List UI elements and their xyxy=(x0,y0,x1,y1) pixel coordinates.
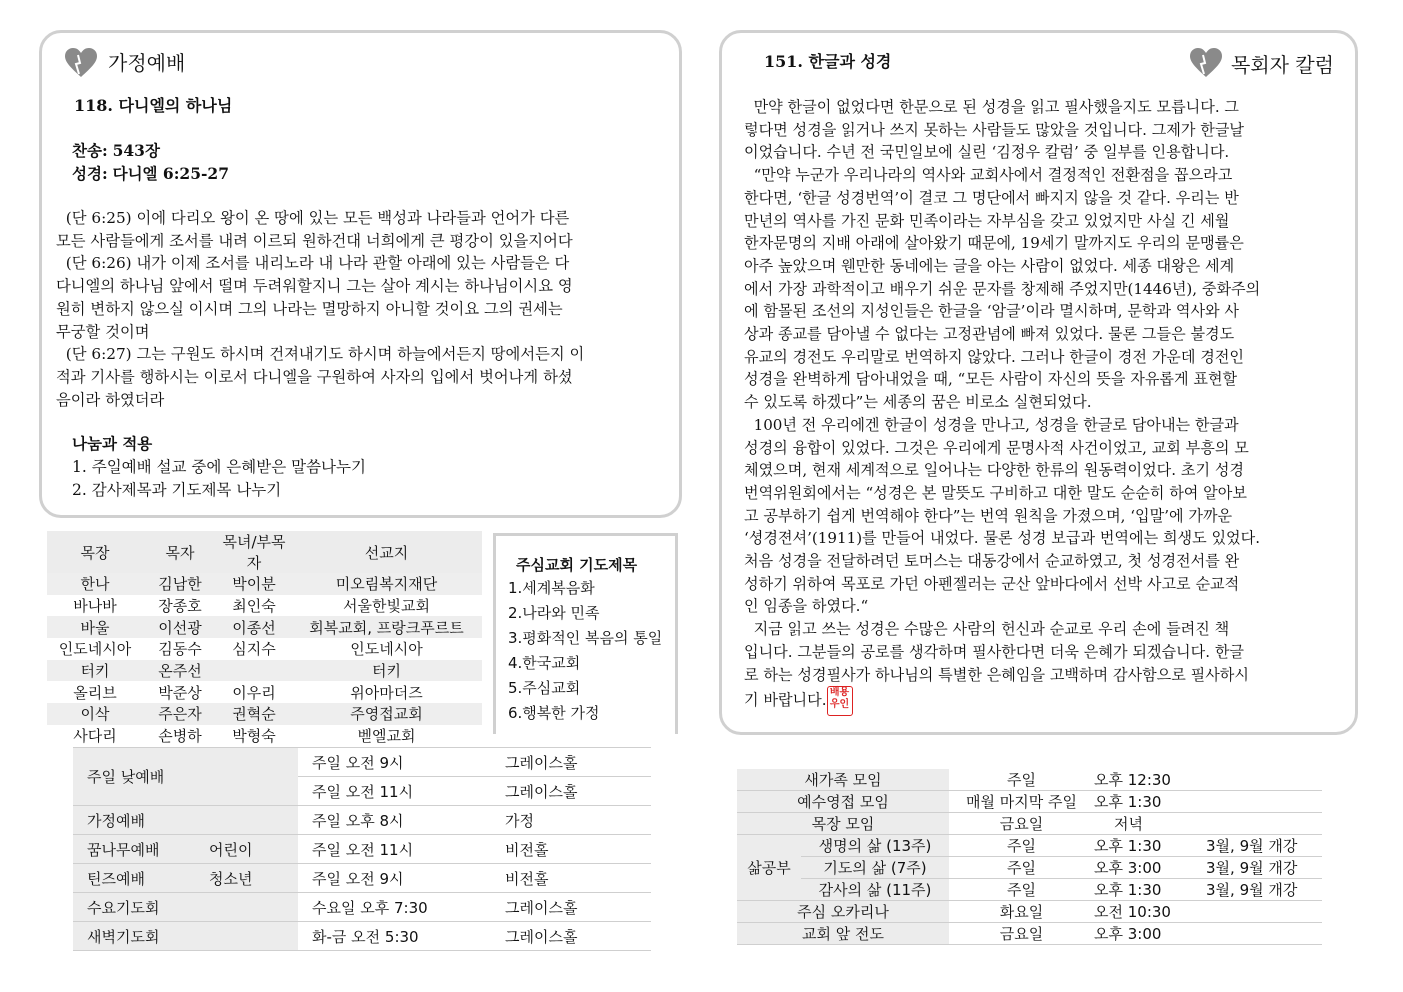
table-cell: 회복교회, 프랑크푸르트 xyxy=(291,616,482,638)
column-line: 체였으며, 현재 세계적으로 일어나는 다양한 한류의 원동력이었다. 초기 성경 xyxy=(744,461,1244,480)
table-cell: 그레이스홀 xyxy=(491,748,651,777)
table-row xyxy=(47,573,482,595)
verse-line: 무궁할 것이며 xyxy=(56,322,150,341)
mokjang-table xyxy=(47,531,482,747)
column-title: 151. 한글과 성경 xyxy=(764,52,892,71)
table-cell: 새벽기도회 xyxy=(73,922,298,951)
table-cell: 온주선 xyxy=(143,660,217,682)
hymn-label: 찬송: xyxy=(72,141,108,160)
table-row xyxy=(73,864,651,893)
column-line: 수 있도록 하겠다”는 세종의 꿈은 비로소 실현되었다. xyxy=(744,393,1092,412)
column-body xyxy=(744,96,1339,716)
table-cell: 주일 낮예배 xyxy=(73,748,298,806)
table-row xyxy=(737,835,1322,857)
table-cell: 이종선 xyxy=(217,616,291,638)
column-line: 지금 읽고 쓰는 성경은 수많은 사람의 헌신과 순교로 우리 손에 들려진 책 xyxy=(744,620,1230,639)
column-line: 처음 성경을 전달하려던 토머스는 대동강에서 순교하였고, 첫 성경전서를 완 xyxy=(744,552,1240,571)
prayer-item: 1.세계복음화 xyxy=(508,579,595,597)
heart-icon xyxy=(64,47,98,79)
scripture-label: 성경: xyxy=(72,164,108,183)
pastor-column-box xyxy=(719,30,1358,735)
table-cell: 주일 xyxy=(949,857,1094,879)
table-cell: 삶공부 xyxy=(737,835,801,901)
column-last-line xyxy=(744,686,1339,716)
table-cell: 목장 모임 xyxy=(737,813,949,835)
column-line: 아주 높았으며 웬만한 동네에는 글을 아는 사람이 없었다. 세종 대왕은 세계 xyxy=(744,256,1235,275)
column-line: 렇다면 성경을 읽거나 쓰지 못하는 사람들도 많았을 것입니다. 그제가 한글날 xyxy=(744,120,1244,139)
table-cell: 어린이 xyxy=(195,835,298,864)
table-cell xyxy=(1206,769,1322,791)
column-line: 유교의 경전도 우리말로 번역하지 않았다. 그러나 한글이 경전 가운데 경전인 xyxy=(744,347,1244,366)
column-line: “만약 누군가 우리나라의 역사와 교회사에서 결정적인 전환점을 꼽으라고 xyxy=(744,166,1233,185)
header-cell: 선교지 xyxy=(291,531,482,573)
table-row xyxy=(47,616,482,638)
table-cell: 권혁순 xyxy=(217,703,291,725)
table-cell: 주일 오전 9시 xyxy=(298,748,491,777)
table-cell: 틴즈예배 xyxy=(73,864,195,893)
table-row xyxy=(737,923,1322,945)
verse-line: 적과 기사를 행하시는 이로서 다니엘을 구원하여 사자의 입에서 벗어나게 하셨 xyxy=(56,367,573,386)
table-cell: 오후 3:00 xyxy=(1094,923,1206,945)
table-cell: 오전 10:30 xyxy=(1094,901,1206,923)
table-cell: 수요일 오후 7:30 xyxy=(298,893,491,922)
table-cell: 3월, 9월 개강 xyxy=(1206,857,1322,879)
table-cell: 김남한 xyxy=(143,573,217,595)
table-cell: 미오림복지재단 xyxy=(291,573,482,595)
table-row xyxy=(73,835,651,864)
table-cell: 오후 1:30 xyxy=(1094,879,1206,901)
table-header-row xyxy=(47,531,482,573)
table-cell: 한나 xyxy=(47,573,143,595)
hymn-line xyxy=(72,140,160,163)
column-label: 목회자 칼럼 xyxy=(1231,53,1334,77)
table-cell: 오후 1:30 xyxy=(1094,791,1206,813)
table-cell: 주일 오전 9시 xyxy=(298,864,491,893)
table-cell: 바나바 xyxy=(73,597,117,616)
table-cell: 교회 앞 전도 xyxy=(737,923,949,945)
table-cell: 주일 오후 8시 xyxy=(298,806,491,835)
table-cell: 벧엘교회 xyxy=(357,727,416,746)
seal-stamp: 배용 우인 xyxy=(827,686,853,716)
verse-line: (단 6:27) 그는 구원도 하시며 건져내기도 하시며 하늘에서든지 땅에서든지 이 xyxy=(56,345,585,364)
column-line: 100년 전 우리에겐 한글이 성경을 만나고, 성경을 한글로 담아내는 한글과 xyxy=(744,415,1239,434)
table-cell: 사다리 xyxy=(73,727,117,746)
column-line: 한자문명의 지배 아래에 살아왔기 때문에, 19세기 말까지도 우리의 문맹률은 xyxy=(744,234,1244,253)
column-line: 입니다. 그분들의 공로를 생각하며 필사한다면 더욱 은혜가 되겠습니다. 한글 xyxy=(744,642,1244,661)
table-cell xyxy=(1206,813,1322,835)
table-cell: 기도의 삶 (7주) xyxy=(801,857,949,879)
table-row xyxy=(47,595,482,617)
worship-schedule-table xyxy=(73,747,651,951)
table-cell: 3월, 9월 개강 xyxy=(1206,835,1322,857)
table-cell: 청소년 xyxy=(195,864,298,893)
sharing-item: 1. 주일예배 설교 중에 은혜받은 말씀나누기 xyxy=(72,458,366,476)
table-cell: 오후 3:00 xyxy=(1094,857,1206,879)
column-line: 상과 종교를 담아낼 수 없다는 고정관념에 빠져 있었다. 물론 그들은 불경도 xyxy=(744,325,1235,344)
prayer-item: 5.주심교회 xyxy=(508,679,581,697)
table-cell: 주은자 xyxy=(143,703,217,725)
column-line: 에서 가장 과학적이고 배우기 쉬운 문자를 창제해 주었지만(1446년), 중화주의 xyxy=(744,279,1261,298)
table-cell: 비전홀 xyxy=(491,864,651,893)
table-row xyxy=(47,681,482,703)
family-worship-box xyxy=(39,30,682,518)
table-cell: 주일 오전 11시 xyxy=(298,835,491,864)
column-line: 성경을 완벽하게 담아내었을 때, “모든 사람이 자신의 뜻을 자유롭게 표현할 xyxy=(744,370,1238,389)
table-row xyxy=(73,893,651,922)
table-cell: 금요일 xyxy=(949,813,1094,835)
prayer-item: 2.나라와 민족 xyxy=(508,604,600,622)
column-line: 고 공부하기 쉽게 번역해야 한다”는 번역 원칙을 가졌으며, ‘입말’에 가까운 xyxy=(744,506,1233,525)
table-cell: 박이분 xyxy=(217,573,291,595)
table-cell: 주심 오카리나 xyxy=(737,901,949,923)
table-cell: 새가족 모임 xyxy=(737,769,949,791)
table-cell: 터키 xyxy=(47,660,143,682)
hymn-value: 543장 xyxy=(112,141,160,160)
table-cell: 터키 xyxy=(291,660,482,682)
prayer-item: 3.평화적인 복음의 통일 xyxy=(508,629,663,647)
table-cell: 주영접교회 xyxy=(291,703,482,725)
table-cell: 주일 오전 11시 xyxy=(298,777,491,806)
table-cell: 박준상 xyxy=(158,683,202,702)
table-cell: 그레이스홀 xyxy=(491,777,651,806)
scripture-value: 다니엘 6:25-27 xyxy=(112,164,230,183)
prayer-item: 4.한국교회 xyxy=(508,654,581,672)
prayer-item: 6.행복한 가정 xyxy=(508,704,600,722)
table-row xyxy=(737,857,1322,879)
verse-line: (단 6:25) 이에 다리오 왕이 온 땅에 있는 모든 백성과 나라들과 언어가 다른 xyxy=(56,209,570,227)
table-cell: 수요기도회 xyxy=(73,893,298,922)
prayer-box xyxy=(493,533,678,734)
table-cell: 금요일 xyxy=(949,923,1094,945)
table-cell: 이선광 xyxy=(143,616,217,638)
table-cell: 위아마더즈 xyxy=(350,683,423,702)
table-cell: 바울 xyxy=(47,616,143,638)
sharing-title: 나눔과 적용 xyxy=(72,434,153,453)
table-cell: 저녁 xyxy=(1094,813,1206,835)
column-line: 에 함몰된 조선의 지성인들은 한글을 ‘암글’이라 멸시하며, 문학과 역사와 사 xyxy=(744,302,1239,321)
verse-line: 원히 변하지 않으실 이시며 그의 나라는 멸망하지 아니할 것이요 그의 권세는 xyxy=(56,299,563,318)
family-worship-title: 가정예배 xyxy=(108,51,186,75)
table-row xyxy=(737,901,1322,923)
scripture-line xyxy=(72,163,229,186)
table-cell: 생명의 삶 (13주) xyxy=(801,835,949,857)
table-row xyxy=(737,791,1322,813)
table-cell: 인도네시아 xyxy=(350,640,423,659)
column-line: 만년의 역사를 가진 문화 민족이라는 자부심을 갖고 있었지만 사실 긴 세월 xyxy=(744,211,1230,230)
table-cell: 오후 12:30 xyxy=(1094,769,1206,791)
table-cell: 김동수 xyxy=(158,640,202,659)
table-cell xyxy=(217,660,291,682)
table-cell: 손병하 xyxy=(158,727,202,746)
table-cell: 감사의 삶 (11주) xyxy=(801,879,949,901)
column-line: 만약 한글이 없었다면 한문으로 된 성경을 읽고 필사했을지도 모릅니다. 그 xyxy=(744,98,1239,116)
column-line: 한다면, ‘한글 성경번역’이 결코 그 명단에서 빠지지 않을 것 같다. 우리는 반 xyxy=(744,188,1239,207)
table-cell: 예수영접 모임 xyxy=(737,791,949,813)
header-cell: 목녀/부목자 xyxy=(217,531,291,573)
prayer-title: 주심교회 기도제목 xyxy=(516,556,638,574)
table-row xyxy=(73,922,651,951)
sharing-item: 2. 감사제목과 기도제목 나누기 xyxy=(72,481,282,499)
verse-line: 음이라 하였더라 xyxy=(56,390,165,409)
column-line: 성하기 위하여 목포로 가던 아펜젤러는 군산 앞바다에서 선박 사고로 순교적 xyxy=(744,574,1240,593)
verse-line: 모든 사람들에게 조서를 내려 이르되 원하건대 너희에게 큰 평강이 있을지어다 xyxy=(56,231,573,250)
table-cell: 오후 1:30 xyxy=(1094,835,1206,857)
table-row xyxy=(73,748,651,777)
table-cell: 올리브 xyxy=(73,683,117,702)
table-cell: 이삭 xyxy=(47,703,143,725)
verse-line: (단 6:26) 내가 이제 조서를 내리노라 내 나라 관할 아래에 있는 사람들은 다 xyxy=(56,254,570,273)
table-cell: 주일 xyxy=(949,879,1094,901)
table-row xyxy=(47,703,482,725)
column-line: 인 임종을 하였다.“ xyxy=(744,597,869,616)
table-cell: 화-금 오전 5:30 xyxy=(298,922,491,951)
table-cell xyxy=(1206,791,1322,813)
table-cell: 비전홀 xyxy=(491,835,651,864)
column-line: ‘셩경젼셔’(1911)를 만들어 내었다. 물론 성경 보급과 번역에는 희생도 있었다. xyxy=(744,529,1261,548)
column-line: 성경의 융합이 있었다. 그것은 우리에게 문명사적 사건이었고, 교회 부흥의 모 xyxy=(744,438,1249,457)
table-cell: 서울한빛교회 xyxy=(343,597,430,616)
scripture-text xyxy=(56,207,664,411)
table-row xyxy=(737,879,1322,901)
table-cell: 심지수 xyxy=(232,640,276,659)
table-row xyxy=(47,660,482,682)
column-line: 로 하는 성경필사가 하나님의 특별한 은혜임을 고백하며 감사함으로 필사하시 xyxy=(744,665,1249,684)
table-cell: 가정 xyxy=(491,806,651,835)
column-line: 기 바랍니다. xyxy=(744,691,827,710)
verse-line: 다니엘의 하나님 앞에서 떨며 두려워할지니 그는 살아 계시는 하나님이시요 영 xyxy=(56,277,573,296)
table-row xyxy=(47,638,482,660)
table-cell xyxy=(1206,901,1322,923)
column-line: 이었습니다. 수년 전 국민일보에 실린 ‘김정우 칼럼’ 중 일부를 인용합니다. xyxy=(744,143,1230,162)
table-cell: 최인숙 xyxy=(232,597,276,616)
table-cell: 매월 마지막 주일 xyxy=(949,791,1094,813)
table-cell: 박형숙 xyxy=(232,727,276,746)
table-cell: 인도네시아 xyxy=(58,640,132,659)
table-row xyxy=(737,769,1322,791)
table-row xyxy=(47,725,482,747)
header-cell: 목장 xyxy=(47,531,143,573)
table-cell: 주일 xyxy=(949,769,1094,791)
table-cell: 그레이스홀 xyxy=(491,893,651,922)
table-cell: 이우리 xyxy=(232,683,276,702)
lesson-title: 118. 다니엘의 하나님 xyxy=(74,96,233,115)
table-cell: 가정예배 xyxy=(73,806,298,835)
table-cell: 3월, 9월 개강 xyxy=(1206,879,1322,901)
table-cell xyxy=(1206,923,1322,945)
table-cell: 그레이스홀 xyxy=(491,922,651,951)
table-cell: 주일 xyxy=(949,835,1094,857)
table-cell: 화요일 xyxy=(949,901,1094,923)
table-cell: 장종호 xyxy=(158,597,202,616)
table-row xyxy=(73,806,651,835)
table-row xyxy=(737,813,1322,835)
table-cell: 꿈나무예배 xyxy=(73,835,195,864)
group-schedule-table xyxy=(737,769,1322,945)
header-cell: 목자 xyxy=(143,531,217,573)
heart-icon xyxy=(1189,47,1223,79)
column-line: 번역위원회에서는 “성경은 본 말뜻도 구비하고 대한 말도 순순히 하여 알아보 xyxy=(744,483,1247,502)
